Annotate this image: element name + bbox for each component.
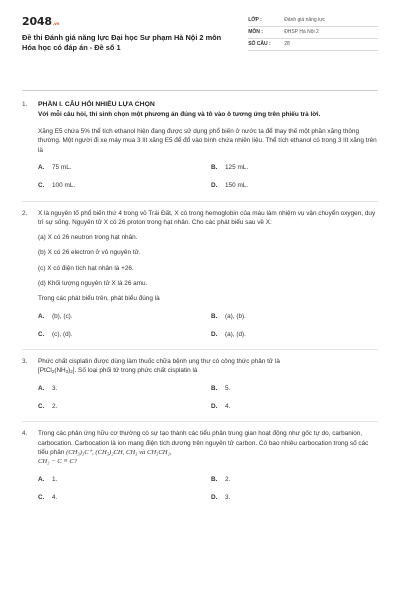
question-body [38,100,378,195]
option-text: 3. [225,494,231,502]
formula-sub: 3 [65,369,69,375]
option-letter: B. [211,312,218,320]
logo-suffix: .vn [52,21,60,26]
header-left [22,14,248,78]
option-text: (c), (d). [52,330,73,338]
question-stem [38,357,378,376]
option-text: 2. [225,475,231,483]
question-divider [22,421,378,422]
question-number: 2. [22,209,28,217]
exam-header [22,14,378,78]
question-number: 3. [22,358,28,366]
formula-sub: 2 [51,369,55,375]
formula-part: [PtCl [38,367,52,375]
question-prompt: Trong các phát biểu trên, phát biểu đúng là [38,295,160,303]
statement-b: (b) X có 26 electron ở vỏ nguyên tử. [38,249,141,257]
question-stem [38,429,378,467]
logo-text: 2048 [22,15,52,28]
option-letter: D. [211,330,218,338]
option-text: 1. [52,475,58,483]
section-intro: Với mỗi câu hỏi, thí sinh chọn một phương án đúng và tô vào ô tương ứng trên phiếu trả lời. [38,110,321,118]
option-letter: B. [211,475,218,483]
option-b[interactable] [211,312,378,321]
formula-sub: 2 [70,369,73,375]
option-d[interactable] [211,330,378,339]
option-letter: D. [211,494,218,502]
option-text: 125 mL. [225,163,249,171]
species-formula-tail: CH₂ − C ≡ C? [38,458,78,466]
option-letter: D. [211,403,218,410]
option-letter: C. [38,182,45,190]
question-body [38,429,378,506]
meta-row-count [248,39,378,51]
option-letter: C. [38,330,45,338]
option-letter: C. [38,494,45,502]
option-a[interactable] [38,384,211,393]
option-b[interactable] [211,384,378,393]
option-a[interactable] [38,475,211,484]
option-letter: B. [211,163,218,171]
option-a[interactable] [38,163,211,172]
meta-value: 28 [284,40,290,47]
answer-options [38,384,378,412]
meta-row-class [248,15,378,27]
question-stem: X là nguyên tố phổ biến thứ 4 trong vỏ Trái Đất, X có trong hemoglobin của máu làm nhiệm vụ vận chuyển oxygen, duy trì sự sống. Nguyên tử X có 26 proton trong hạt nhân. Cho các phát biểu sau về X: [38,209,376,226]
meta-value: Đánh giá năng lực [284,16,326,23]
question-1 [22,100,378,195]
option-text: (b), (c). [52,312,73,320]
option-letter: A. [38,163,45,171]
option-text: 3. [52,384,58,392]
option-letter: D. [211,182,218,190]
question-body [38,209,378,344]
statement-c: (c) X có điện tích hạt nhân là +26. [38,264,134,272]
exam-meta-table [248,15,378,78]
option-text: (a), (b). [225,312,246,320]
section-title: PHẦN I. CÂU HỎI NHIỀU LỰA CHỌN [38,101,155,108]
header-divider [22,90,378,91]
option-letter: C. [38,403,45,410]
site-logo[interactable] [22,14,248,30]
meta-row-subject [248,27,378,39]
formula-part: (NH [54,367,66,375]
option-text: 4. [52,494,58,502]
meta-key: MÔN : [248,28,263,35]
question-4 [22,429,378,506]
answer-options [38,312,378,340]
exam-title-line2: Hóa học có đáp án - Đề số 1 [22,42,121,52]
question-body [38,357,378,415]
stem-tail: . Số loại phối tử trong phức chất cisplatin là [74,367,198,375]
question-number: 1. [22,101,28,108]
question-stem: Xăng E5 chứa 5% thể tích ethanol hiện đang được sử dụng phổ biến ở nước ta để thay thế một phần xăng thông thường. Một người đi xe máy mua 3 lít xăng E5 để đổ vào bình chứa nhiên liệu. Thể tích ethanol có trong 3 lít xăng trên là [38,128,377,154]
answer-options [38,475,378,503]
option-letter: B. [211,384,218,392]
option-text: 100 mL. [52,182,76,190]
exam-title [22,33,248,53]
formula-part: ) [68,367,71,375]
option-text: 75 mL. [52,163,72,171]
option-a[interactable] [38,312,211,321]
option-d[interactable] [211,493,378,502]
option-text: 5. [225,384,231,392]
option-b[interactable] [211,163,378,172]
stem-text: Phức chất cisplatin được dùng làm thuốc chữa bệnh ung thư có công thức phân tử là [38,358,280,366]
option-c[interactable] [38,493,211,502]
question-3 [22,357,378,415]
meta-key: LỚP : [248,16,262,23]
species-formulas: (CH₃)₃C⁺, (CH₃)₂CH, CH₃ và CH₃CH₂, [66,448,172,456]
option-b[interactable] [211,475,378,484]
meta-value: ĐHSP Hà Nội 2 [284,28,319,35]
meta-key: SỐ CÂU : [248,40,271,47]
formula-part: ] [72,367,75,375]
statement-d: (d) Khối lượng nguyên tử X là 26 amu. [38,279,148,287]
option-letter: A. [38,475,45,483]
option-c[interactable] [38,181,211,190]
answer-options [38,163,378,191]
option-d[interactable] [211,402,378,411]
question-2 [22,209,378,344]
option-text: 150 mL. [225,182,249,190]
cisplatin-formula [38,367,75,374]
option-letter: A. [38,312,45,320]
question-divider [22,349,378,350]
statement-a: (a) X có 26 neutron trong hạt nhân. [38,234,138,242]
exam-title-line1: Đề thi Đánh giá năng lực Đại học Sư phạm Hà Nội 2 môn [22,32,222,42]
option-text: 4. [225,403,231,410]
option-letter: A. [38,384,45,392]
option-d[interactable] [211,181,378,190]
stem-text: Trong các phản ứng hữu cơ thường có sự tạo thành các tiểu phân trung gian hoạt động như gốc tự do, carbanion, carbocation. Carbocation là ion mang điện tích dương trên nguyên tử carbon. Có bao nhiêu carbocation trong số các tiểu phân [38,430,369,456]
option-c[interactable] [38,330,211,339]
option-text: 2. [52,403,58,410]
option-text: (a), (d). [225,330,246,338]
question-number: 4. [22,430,28,438]
question-divider [22,201,378,202]
option-c[interactable] [38,402,211,411]
